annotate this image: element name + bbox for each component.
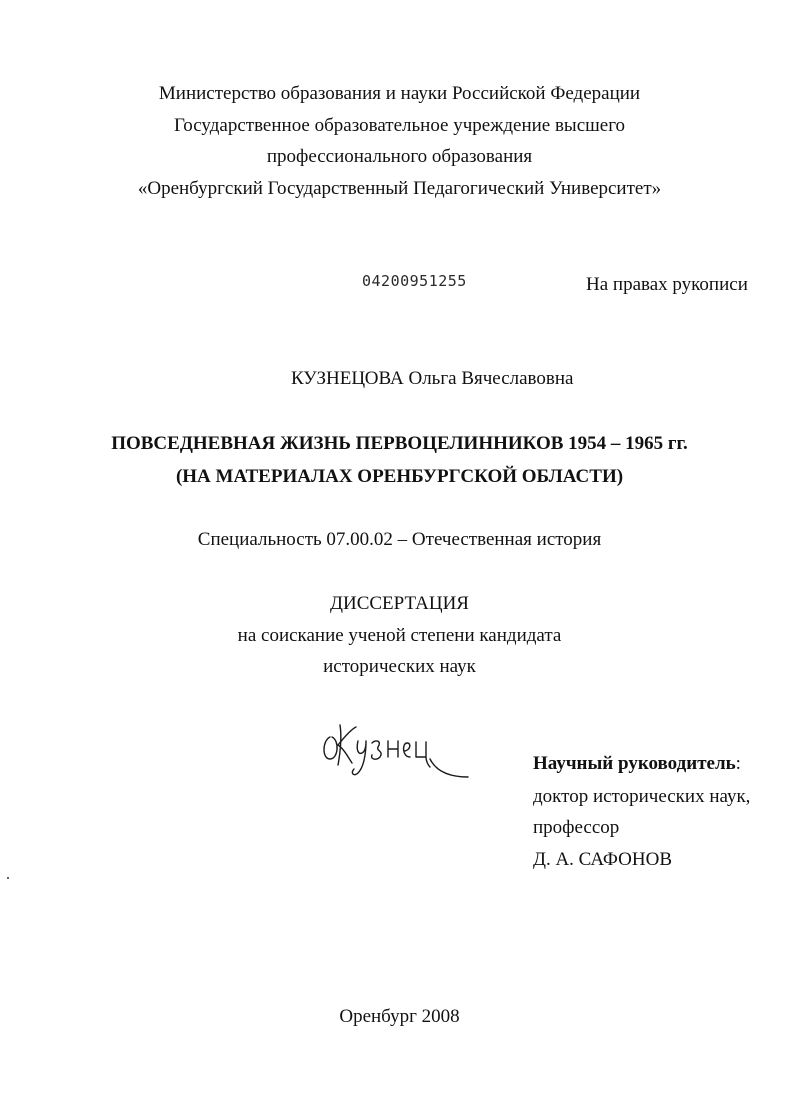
education-line: профессионального образования — [266, 146, 533, 167]
place-and-year: Оренбург 2008 — [339, 1006, 460, 1027]
thesis-title-line-1: ПОВСЕДНЕВНАЯ ЖИЗНЬ ПЕРВОЦЕЛИННИКОВ 1954 – 1965 гг. — [111, 433, 688, 454]
advisor-rank: профессор — [533, 817, 620, 838]
dissertation-heading: ДИССЕРТАЦИЯ — [330, 593, 469, 614]
author-name: КУЗНЕЦОВА Ольга Вячеславовна — [291, 368, 574, 389]
degree-line-2: исторических наук — [323, 656, 476, 677]
scan-speck — [7, 877, 9, 879]
registration-number: 04200951255 — [362, 272, 467, 290]
institution-line: Государственное образовательное учреждение высшего — [173, 115, 626, 136]
advisor-degree: доктор исторических наук, — [533, 786, 751, 807]
university-name: «Оренбургский Государственный Педагогический Университет» — [137, 178, 662, 199]
advisor-label-text: Научный руководитель — [533, 753, 736, 774]
degree-line-1: на соискание ученой степени кандидата — [237, 625, 562, 646]
advisor-name: Д. А. САФОНОВ — [533, 849, 673, 870]
advisor-label-colon: : — [735, 753, 741, 774]
handwritten-signature — [318, 715, 478, 785]
specialty: Специальность 07.00.02 – Отечественная история — [197, 529, 602, 550]
rights-note: На правах рукописи — [586, 274, 748, 295]
thesis-title-line-2: (НА МАТЕРИАЛАХ ОРЕНБУРГСКОЙ ОБЛАСТИ) — [175, 466, 624, 487]
advisor-label — [533, 753, 741, 775]
ministry-line: Министерство образования и науки Российской Федерации — [158, 83, 641, 104]
